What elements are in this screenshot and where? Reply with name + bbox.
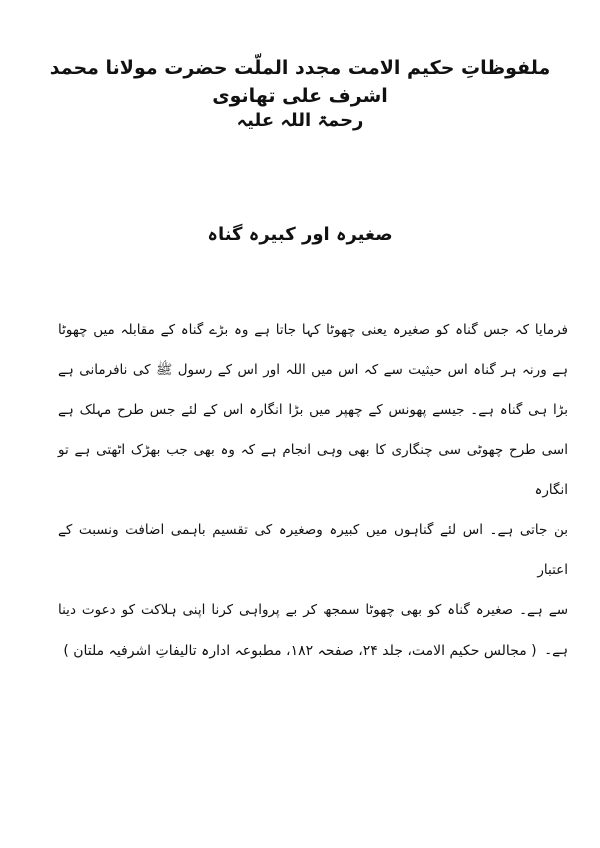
body-line: بن جاتی ہے۔ اس لئے گناہوں میں کبیرہ وصغیرہ کی تقسیم باہمی اضافت ونسبت کے اعتبار <box>58 522 568 578</box>
body-line: سے ہے۔ صغیرہ گناہ کو بھی چھوٹا سمجھ کر بے پرواہی کرنا اپنی ہلاکت کو دعوت دینا ہے۔ <box>58 602 568 658</box>
body-paragraph <box>58 310 568 670</box>
document-title: ملفوظاتِ حکیم الامت مجدد الملّت حضرت مولانا محمد اشرف علی تھانوی <box>49 57 551 107</box>
body-line: اسی طرح چھوٹی سی چنگاری کا بھی وہی انجام ہے کہ وہ بھی جب بھڑک اٹھتی ہے تو انگارہ <box>58 442 568 498</box>
body-line: بڑا ہی گناہ ہے۔ جیسے پھونس کے چھپر میں بڑا انگارہ اس کے لئے جس طرح مہلک ہے <box>58 402 568 418</box>
body-line: فرمایا کہ جس گناہ کو صغیرہ یعنی چھوٹا کہا جاتا ہے وہ بڑے گناہ کے مقابلہ میں چھوٹا <box>58 322 568 338</box>
document-subtitle: رحمۃ اللہ علیہ <box>236 110 364 131</box>
body-line: ہے ورنہ ہر گناہ اس حیثیت سے کہ اس میں اللہ اور اس کے رسول ﷺ کی نافرمانی ہے <box>58 362 568 378</box>
citation: ( مجالس حکیم الامت، جلد ۲۴، صفحہ ۱۸۲، مطبوعہ ادارہ تالیفاتِ اشرفیہ ملتان ) <box>63 643 537 659</box>
section-heading: صغیرہ اور کبیرہ گناہ <box>207 224 393 245</box>
